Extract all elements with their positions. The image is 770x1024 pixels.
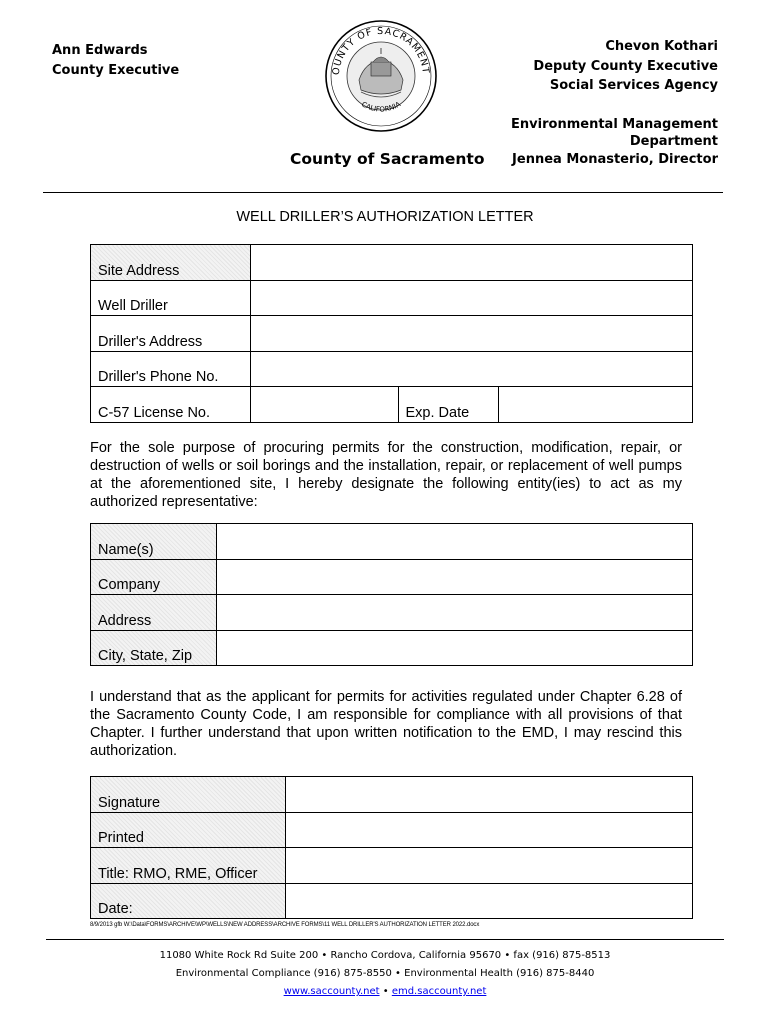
license-field[interactable]	[250, 387, 398, 423]
table-row	[91, 595, 693, 631]
table-row	[91, 316, 693, 352]
table-row	[91, 883, 693, 919]
site-address-field[interactable]	[250, 245, 692, 281]
table-row	[91, 280, 693, 316]
right-header-block	[533, 37, 718, 96]
address-label: Address	[91, 595, 217, 631]
document-title: WELL DRILLER’S AUTHORIZATION LETTER	[236, 209, 534, 225]
deputy-executive-title: Deputy County Executive	[533, 58, 718, 74]
signature-label: Signature	[91, 777, 286, 813]
svg-text:COUNTY OF SACRAMENTO: OUNTY OF SACRAMENT	[330, 25, 432, 76]
department-line-1: Environmental Management	[511, 117, 718, 132]
designation-paragraph: For the sole purpose of procuring permits for the construction, modification, repair, or destruction of wells or soil borings and the installation, repair, or replacement of well pumps at the aforementioned site, I hereby designate the following entity(ies) to act as my authorized representative:	[90, 440, 682, 510]
county-name-heading: County of Sacramento	[290, 150, 485, 168]
signature-table	[90, 776, 693, 919]
title-label: Title: RMO, RME, Officer	[91, 848, 286, 884]
emd-link[interactable]: emd.saccounty.net	[391, 986, 487, 997]
footer-divider	[46, 939, 724, 940]
saccounty-link[interactable]: www.saccounty.net	[283, 986, 380, 997]
date-field[interactable]	[285, 883, 692, 919]
company-label: Company	[91, 559, 217, 595]
header-divider	[43, 192, 723, 193]
exp-date-field[interactable]	[499, 387, 693, 423]
deputy-executive-name: Chevon Kothari	[605, 39, 718, 54]
drillers-phone-label: Driller's Phone No.	[91, 351, 251, 387]
license-label: C-57 License No.	[91, 387, 251, 423]
city-state-zip-label: City, State, Zip	[91, 630, 217, 666]
department-line-2: Department	[629, 133, 718, 149]
table-row	[91, 245, 693, 281]
left-header-block	[52, 41, 179, 81]
drillers-address-field[interactable]	[250, 316, 692, 352]
city-state-zip-field[interactable]	[216, 630, 692, 666]
table-row	[91, 387, 693, 423]
names-field[interactable]	[216, 524, 692, 560]
address-field[interactable]	[216, 595, 692, 631]
date-label: Date:	[91, 883, 286, 919]
table-row	[91, 351, 693, 387]
table-row	[91, 812, 693, 848]
names-label: Name(s)	[91, 524, 217, 560]
printed-label: Printed	[91, 812, 286, 848]
well-driller-field[interactable]	[250, 280, 692, 316]
title-field[interactable]	[285, 848, 692, 884]
file-path-note: 8/9/2013 gfb W:\Data\FORMS\ARCHIVE\WP\WELLS\NEW ADDRESS\ARCHIVE FORMS\11 WELL DRILLER'S AUTHORIZATION LETTER 2022.docx	[90, 922, 480, 928]
printed-field[interactable]	[285, 812, 692, 848]
county-executive-title: County Executive	[52, 63, 180, 78]
table-row	[91, 777, 693, 813]
site-address-label: Site Address	[91, 245, 251, 281]
department-director: Jennea Monasterio, Director	[512, 152, 718, 167]
drillers-address-label: Driller's Address	[91, 316, 251, 352]
exp-date-label: Exp. Date	[398, 387, 499, 423]
signature-field[interactable]	[285, 777, 692, 813]
compliance-paragraph: I understand that as the applicant for permits for activities regulated under Chapter 6.28 of the Sacramento County Code, I am responsible for compliance with all provisions of that Chapter. I further understand that upon written notification to the EMD, I may rescind this authorization.	[90, 689, 682, 759]
footer-links	[0, 986, 770, 997]
drillers-phone-field[interactable]	[250, 351, 692, 387]
representative-table	[90, 523, 693, 666]
footer-phones: Environmental Compliance (916) 875-8550 • Environmental Health (916) 875-8440	[175, 968, 595, 979]
link-separator: •	[379, 986, 392, 997]
company-field[interactable]	[216, 559, 692, 595]
county-seal-logo	[323, 18, 439, 134]
footer-address: 11080 White Rock Rd Suite 200 • Rancho Cordova, California 95670 • fax (916) 875-8513	[159, 950, 611, 961]
county-executive-name: Ann Edwards	[52, 43, 148, 58]
site-driller-table	[90, 244, 693, 423]
table-row	[91, 630, 693, 666]
svg-text:CALIFORNIA: CALIFORNIA	[359, 100, 403, 114]
table-row	[91, 559, 693, 595]
agency-name: Social Services Agency	[549, 78, 718, 93]
table-row	[91, 524, 693, 560]
table-row	[91, 848, 693, 884]
department-block	[478, 117, 718, 150]
well-driller-label: Well Driller	[91, 280, 251, 316]
